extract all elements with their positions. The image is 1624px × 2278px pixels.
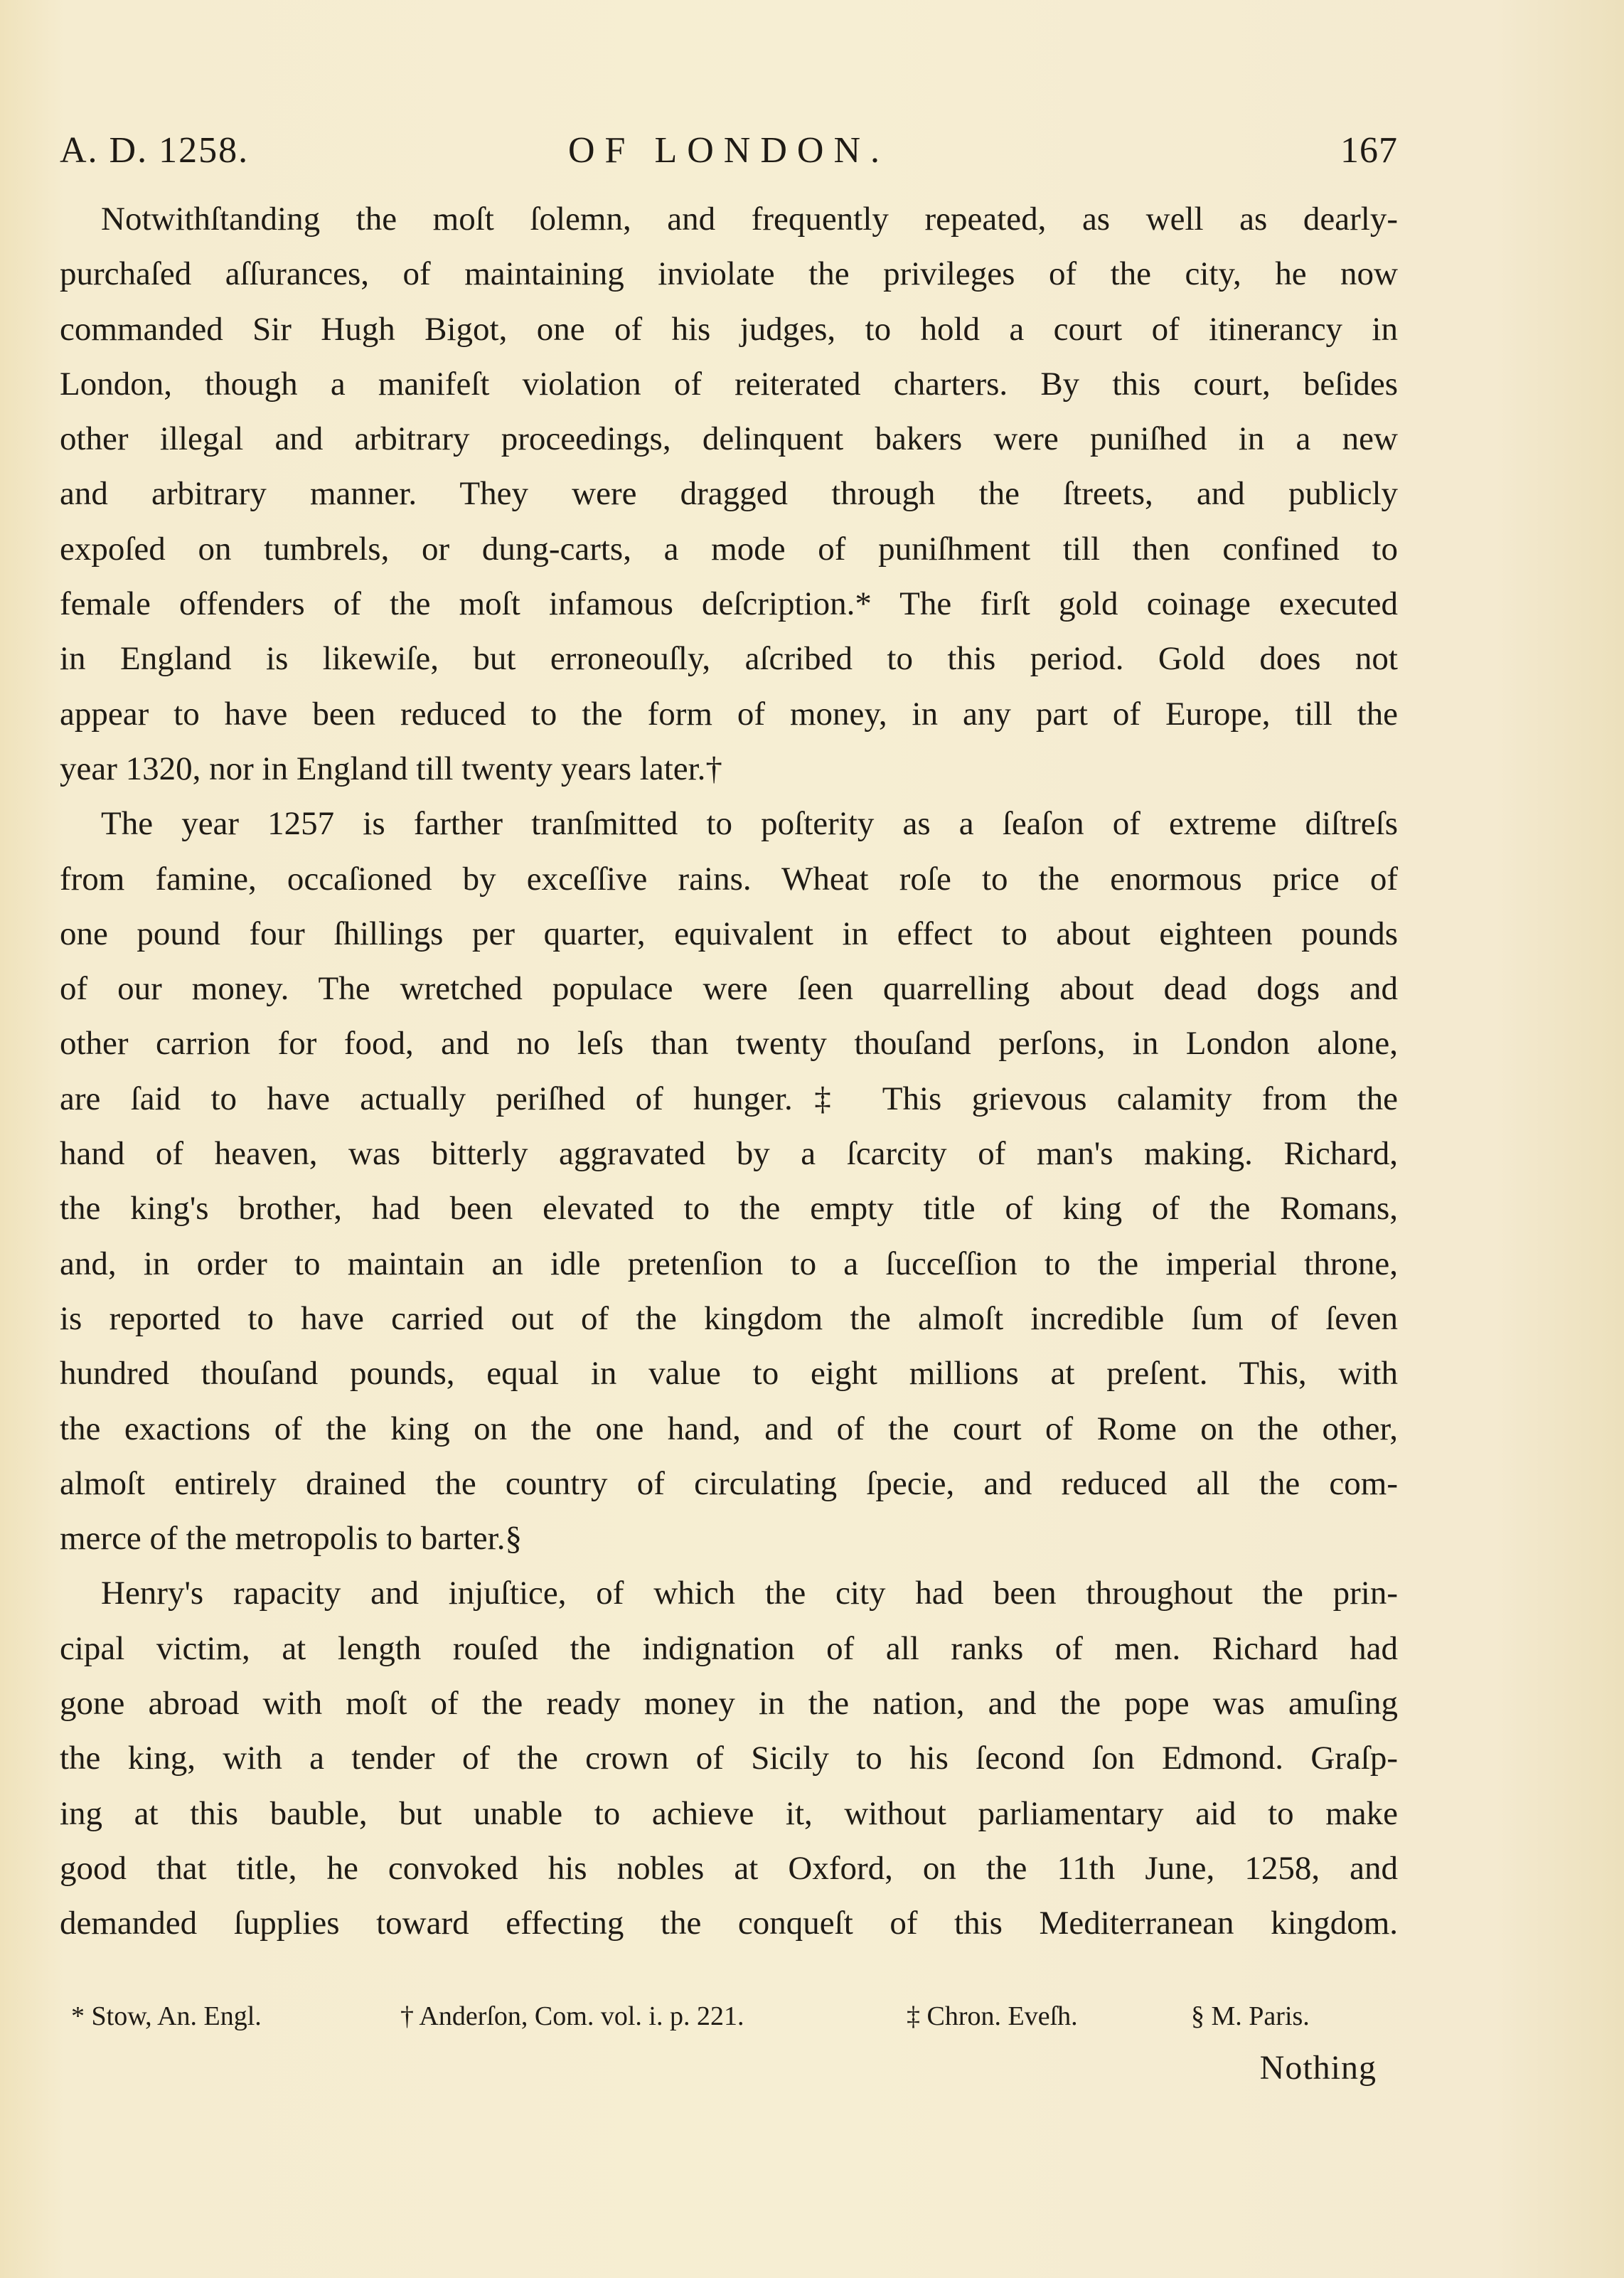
text-line: purchaſed aſſurances, of maintaining inviolate the privileges of the city, he now <box>60 255 1398 293</box>
text-line: one pound four ſhillings per quarter, equivalent in effect to about eighteen pounds <box>60 915 1398 952</box>
text-line: in England is likewiſe, but erroneouſly, aſcribed to this period. Gold does not <box>60 640 1398 678</box>
page-number: 167 <box>1340 130 1398 171</box>
footnotes <box>71 1991 1365 2041</box>
paragraph <box>60 797 1398 1566</box>
text-line: hand of heaven, was bitterly aggravated by a ſcarcity of man's making. Richard, <box>60 1135 1398 1173</box>
body-text <box>60 192 1398 1952</box>
header-date: A. D. 1258. <box>60 130 250 171</box>
text-line: ing at this bauble, but unable to achieve it, without parliamentary aid to make <box>60 1794 1398 1832</box>
text-line: the king, with a tender of the crown of Sicily to his ſecond ſon Edmond. Graſp- <box>60 1740 1398 1777</box>
footnote-3: ‡ Chron. Eveſh. <box>907 2001 1078 2031</box>
text-line: from famine, occaſioned by exceſſive rains. Wheat roſe to the enormous price of <box>60 860 1398 898</box>
text-line: are ſaid to have actually periſhed of hunger.‡ This grievous calamity from the <box>60 1080 1398 1117</box>
text-line: Henry's rapacity and injuſtice, of which the city had been throughout the prin- <box>101 1575 1398 1612</box>
text-line: hundred thouſand pounds, equal in value to eight millions at preſent. This, with <box>60 1355 1398 1393</box>
text-line: almoſt entirely drained the country of circulating ſpecie, and reduced all the com- <box>60 1464 1398 1502</box>
text-line: demanded ſupplies toward effecting the conqueſt of this Mediterranean kingdom. <box>60 1905 1398 1942</box>
text-line: of our money. The wretched populace were ſeen quarrelling about dead dogs and <box>60 970 1398 1008</box>
text-line: gone abroad with moſt of the ready money in the nation, and the pope was amuſing <box>60 1685 1398 1723</box>
paragraph <box>60 192 1398 797</box>
text-line: merce of the metropolis to barter.§ <box>60 1520 522 1558</box>
text-line: female offenders of the moſt infamous deſcription.* The firſt gold coinage executed <box>60 585 1398 623</box>
text-line: other carrion for food, and no leſs than twenty thouſand perſons, in London alone, <box>60 1025 1398 1063</box>
text-line: cipal victim, at length rouſed the indignation of all ranks of men. Richard had <box>60 1629 1398 1667</box>
text-line: and, in order to maintain an idle pretenſion to a ſucceſſion to the imperial throne, <box>60 1245 1398 1282</box>
text-line: London, though a manifeſt violation of reiterated charters. By this court, beſides <box>60 365 1398 403</box>
text-line: commanded Sir Hugh Bigot, one of his judges, to hold a court of itinerancy in <box>60 310 1398 348</box>
footnote-2: † Anderſon, Com. vol. i. p. 221. <box>400 2001 744 2031</box>
footnote-4: § M. Paris. <box>1191 2001 1310 2031</box>
footnote-1: * Stow, An. Engl. <box>71 2001 262 2031</box>
text-line: is reported to have carried out of the kingdom the almoſt incredible ſum of ſeven <box>60 1299 1398 1337</box>
text-line: and arbitrary manner. They were dragged through the ſtreets, and publicly <box>60 475 1398 513</box>
text-line: good that title, he convoked his nobles at Oxford, on the 11th June, 1258, and <box>60 1849 1398 1887</box>
text-line: The year 1257 is farther tranſmitted to poſterity as a ſeaſon of extreme diſtreſs <box>101 805 1398 843</box>
text-line: the exactions of the king on the one hand, and of the court of Rome on the other, <box>60 1410 1398 1447</box>
text-line: expoſed on tumbrels, or dung-carts, a mode of puniſhment till then confined to <box>60 530 1398 568</box>
text-line: Notwithſtanding the moſt ſolemn, and frequently repeated, as well as dearly- <box>101 201 1398 238</box>
text-line: other illegal and arbitrary proceedings, delinquent bakers were puniſhed in a new <box>60 420 1398 458</box>
text-line: appear to have been reduced to the form of money, in any part of Europe, till the <box>60 695 1398 733</box>
paragraph <box>60 1566 1398 1951</box>
running-header <box>60 122 1398 179</box>
text-line: the king's brother, had been elevated to the empty title of king of the Romans, <box>60 1190 1398 1228</box>
text-line: year 1320, nor in England till twenty years later.† <box>60 750 722 787</box>
header-title: OF LONDON. <box>568 130 890 171</box>
catchword: Nothing <box>1259 2049 1377 2087</box>
